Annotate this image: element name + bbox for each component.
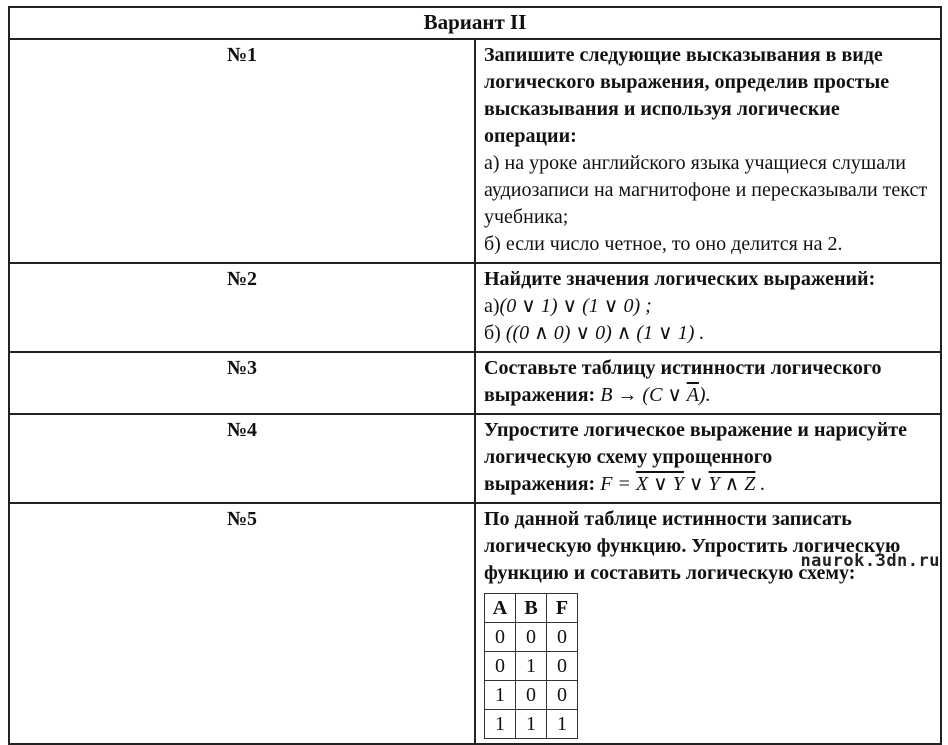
task-body [475, 352, 941, 414]
item-prefix: а) [484, 295, 500, 317]
task-number: №3 [9, 352, 475, 414]
negated-term: Y ∧ Z [708, 473, 756, 495]
task-item [484, 320, 932, 347]
task-body [475, 39, 941, 263]
negated-term: $\overline{A}$ [686, 384, 699, 406]
header-cell: A [485, 594, 516, 623]
variant-title: Вариант II [9, 7, 941, 39]
task-heading: Запишите следующие высказывания в виде логического выражения, определив простые высказывания и используя логические операции: [484, 44, 890, 147]
table-cell: 0 [485, 623, 516, 652]
table-cell: 0 [547, 681, 578, 710]
task-heading: По данной таблице истинности записать логическую функцию. Упростить логическую функцию и составить логическую схему: [484, 508, 901, 584]
task-body [475, 263, 941, 352]
table-cell: 0 [547, 623, 578, 652]
task-item: а) на уроке английского языка учащиеся слушали аудиозаписи на магнитофоне и пересказывали текст учебника; [484, 152, 928, 228]
expr-part: B → (C ∨ [600, 384, 687, 406]
task-heading: Упростите логическое выражение и нарисуйте логическую схему упрощенного [484, 419, 907, 468]
logic-expression [600, 384, 710, 406]
task-item [484, 293, 932, 320]
task-number: №1 [9, 39, 475, 263]
task-body [475, 414, 941, 503]
worksheet [8, 6, 942, 745]
task-row-1 [9, 39, 941, 263]
table-cell: 1 [485, 710, 516, 739]
table-cell: 0 [485, 652, 516, 681]
task-heading-line2: выражения: F = X ∨ Y ∨ Y ∧ Z . [484, 473, 766, 495]
task-number: №4 [9, 414, 475, 503]
logic-expression: (0 ∨ 1) ∨ (1 ∨ 0) ; [499, 295, 652, 317]
table-cell: 1 [547, 710, 578, 739]
task-heading: Найдите значения логических выражений: [484, 268, 876, 290]
task-row-3 [9, 352, 941, 414]
header-cell: F [547, 594, 578, 623]
task-row-4 [9, 414, 941, 503]
logic-expression: F = X ∨ Y ∨ Y ∧ Z . [600, 473, 766, 495]
task-item: б) если число четное, то оно делится на 2. [484, 233, 843, 255]
task-row-5 [9, 503, 941, 744]
expr-part: ). [698, 384, 711, 406]
task-row-2 [9, 263, 941, 352]
table-cell: 0 [547, 652, 578, 681]
negated-term: X ∨ Y [635, 473, 684, 495]
table-row [485, 652, 578, 681]
task-number: №2 [9, 263, 475, 352]
table-row [485, 710, 578, 739]
truth-table-header [485, 594, 578, 623]
table-cell: 1 [516, 710, 547, 739]
table-cell: 1 [485, 681, 516, 710]
task-number: №5 [9, 503, 475, 744]
table-cell: 0 [516, 681, 547, 710]
table-row [485, 623, 578, 652]
table-row [485, 681, 578, 710]
table-cell: 1 [516, 652, 547, 681]
table-cell: 0 [516, 623, 547, 652]
task-body [475, 503, 941, 744]
item-prefix: б) [484, 322, 501, 344]
watermark: naurok.3dn.ru [800, 551, 940, 571]
truth-table [484, 593, 578, 739]
tasks-table [8, 6, 942, 745]
task-heading: Составьте таблицу истинности логического выражения: [484, 357, 882, 406]
logic-expression: ((0 ∧ 0) ∨ 0) ∧ (1 ∨ 1) . [505, 322, 705, 344]
header-cell: B [516, 594, 547, 623]
